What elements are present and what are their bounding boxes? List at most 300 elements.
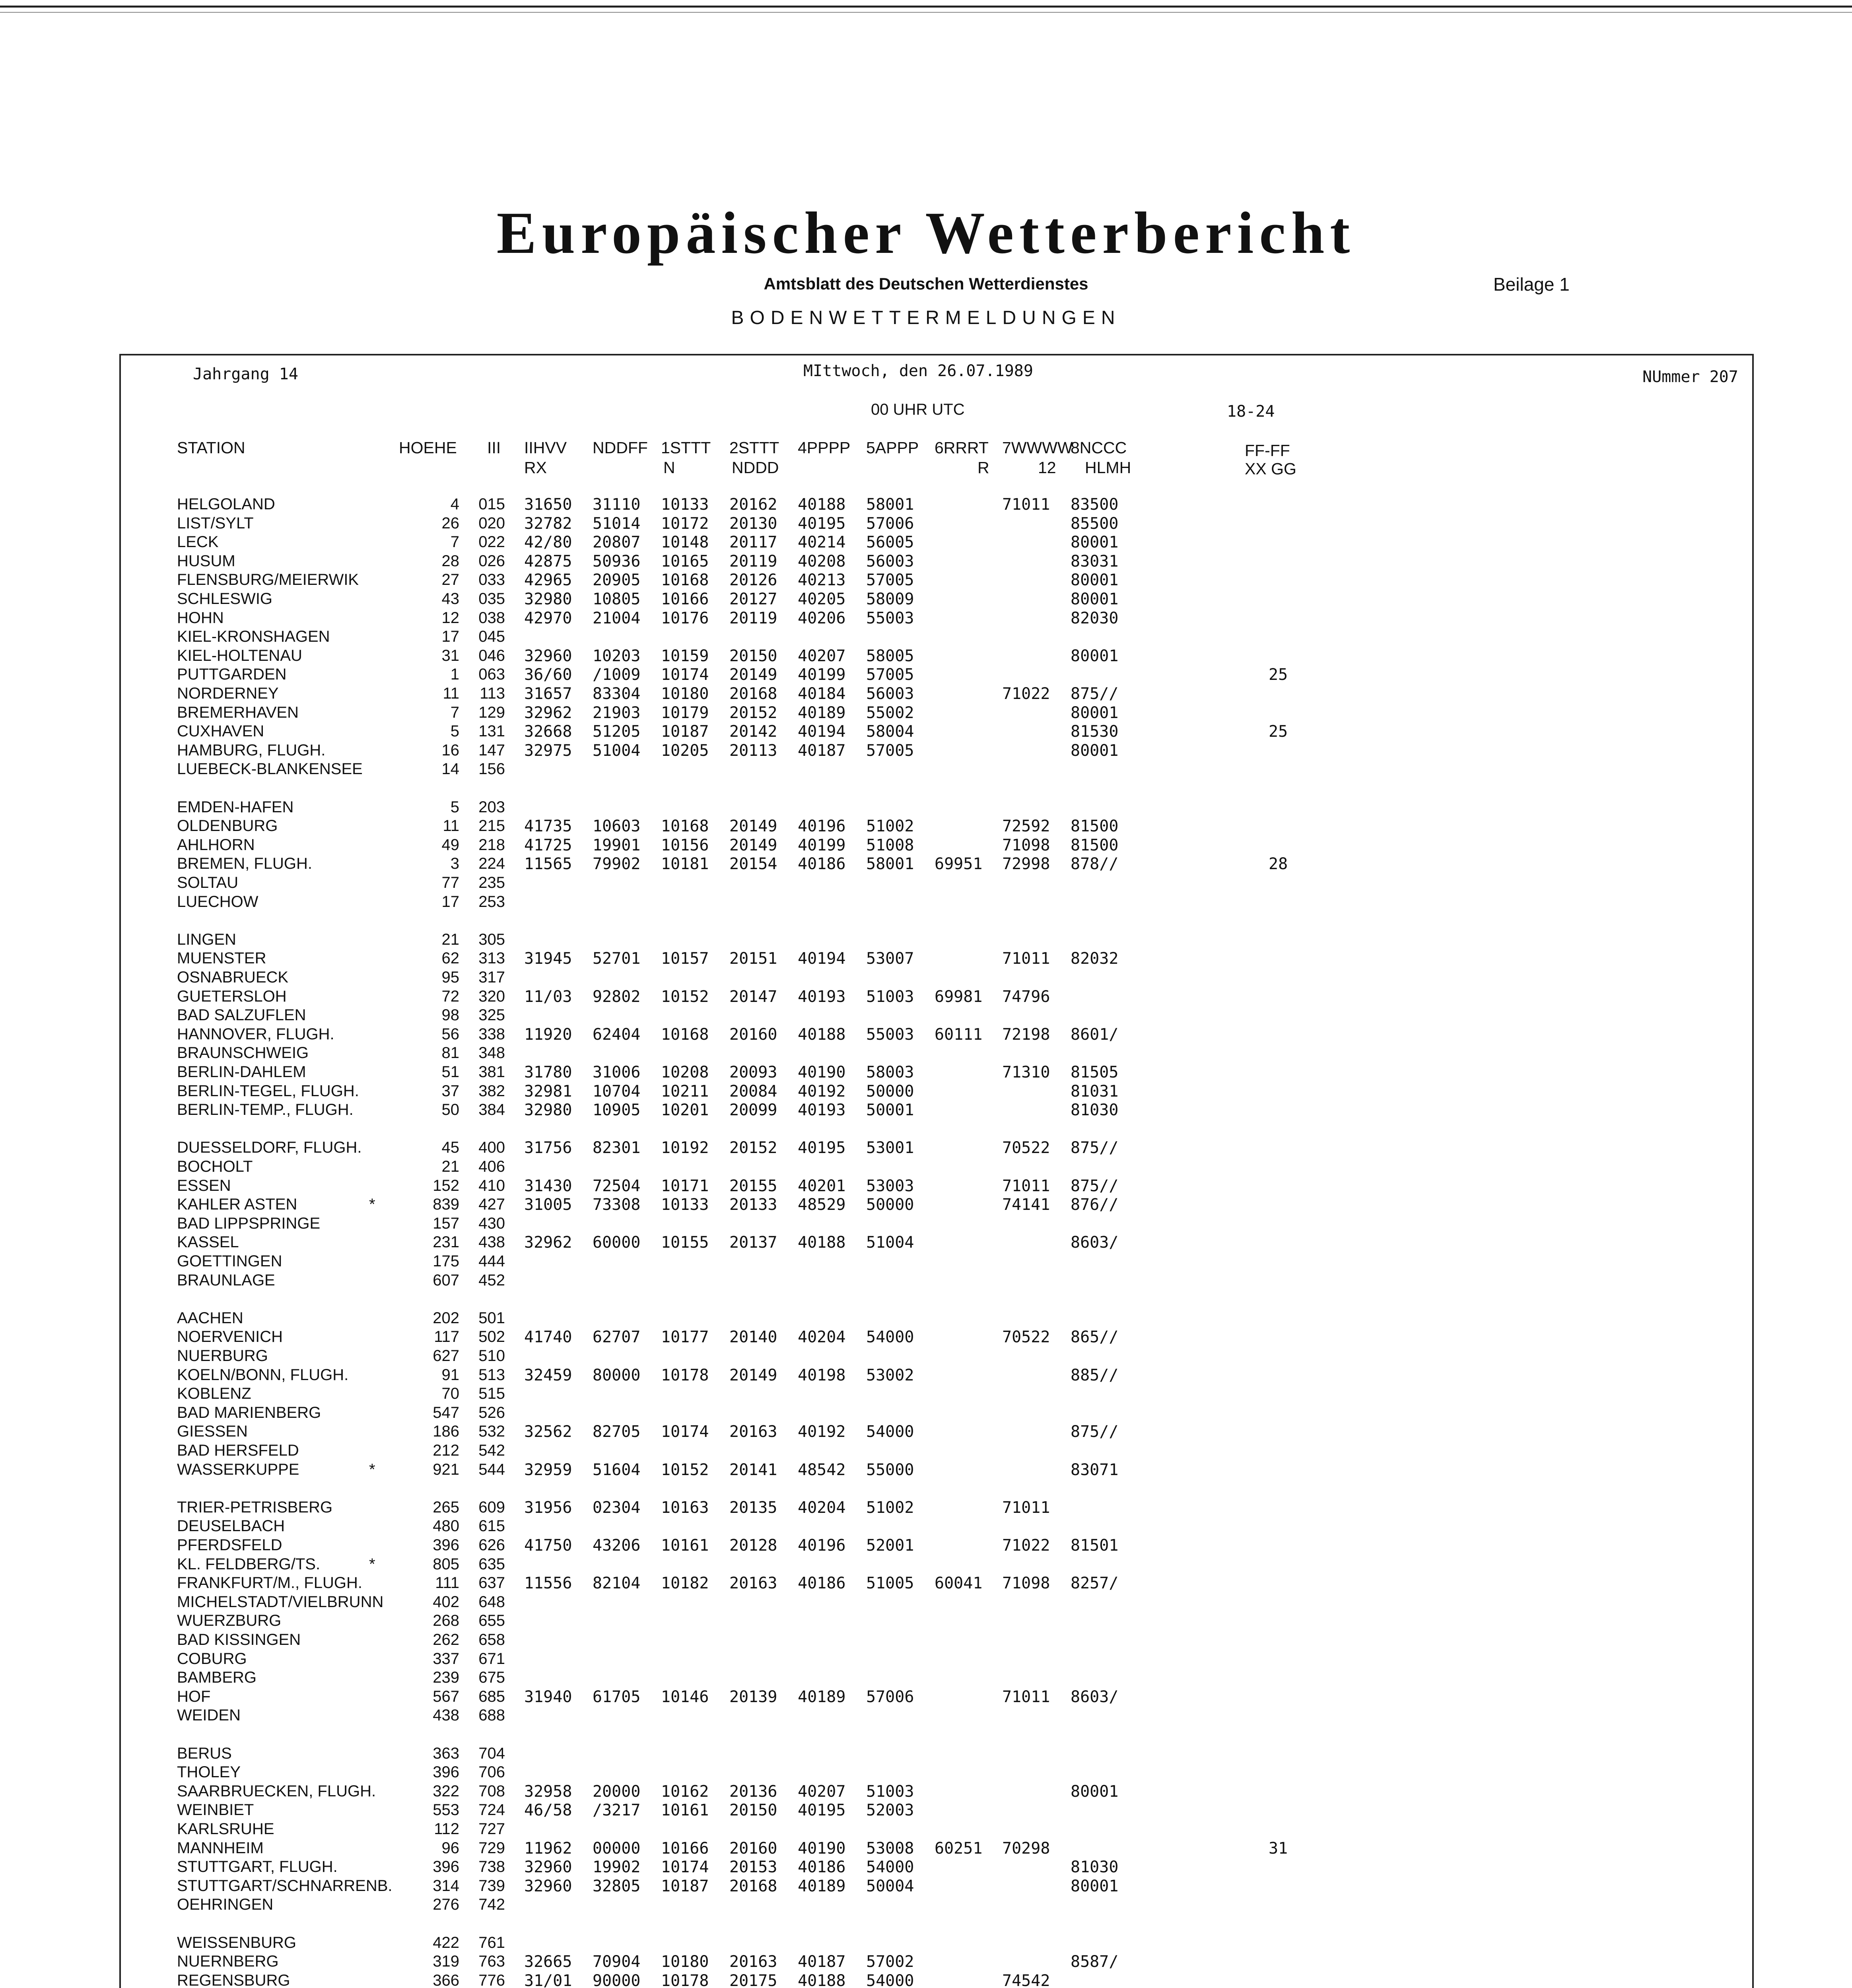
table-row xyxy=(0,1215,1852,1234)
group-value: 20175 xyxy=(729,1971,777,1988)
station-number: 038 xyxy=(478,609,505,627)
group-value: 20126 xyxy=(729,571,777,590)
group-value: 10211 xyxy=(661,1082,709,1101)
group-value: 10161 xyxy=(661,1536,709,1555)
station-number: 724 xyxy=(478,1801,505,1819)
station-height: 276 xyxy=(433,1896,459,1914)
group-value: 42965 xyxy=(524,571,572,590)
group-value: 85500 xyxy=(1071,514,1119,533)
station-height: 175 xyxy=(433,1252,459,1270)
station-number: 410 xyxy=(478,1176,505,1194)
station-height: 480 xyxy=(433,1517,459,1535)
group-value: 10178 xyxy=(661,1971,709,1988)
group-value: 58001 xyxy=(866,855,914,874)
station-height: 62 xyxy=(441,949,459,967)
station-height: 627 xyxy=(433,1347,459,1365)
group-value: 80001 xyxy=(1071,1782,1119,1801)
station-name: LINGEN xyxy=(177,930,236,948)
group-value: 40189 xyxy=(798,703,846,722)
station-height: 49 xyxy=(441,836,459,854)
group-value: 10174 xyxy=(661,666,709,684)
group-value: 83071 xyxy=(1071,1460,1119,1479)
group-value: 80001 xyxy=(1071,533,1119,552)
station-name: AACHEN xyxy=(177,1309,243,1327)
station-number: 761 xyxy=(478,1934,505,1951)
col-2sttt-sub: NDDD xyxy=(732,458,779,477)
group-value: 20099 xyxy=(729,1101,777,1120)
station-number: 635 xyxy=(478,1555,505,1573)
top-border-thin xyxy=(0,12,1852,13)
table-row xyxy=(0,836,1852,855)
station-name: SOLTAU xyxy=(177,874,239,891)
group-value: 53001 xyxy=(866,1139,914,1157)
group-value: 40188 xyxy=(798,1971,846,1988)
group-value: 71011 xyxy=(1002,1176,1050,1195)
station-height: 363 xyxy=(433,1744,459,1762)
station-number: 706 xyxy=(478,1763,505,1781)
group-value: 51005 xyxy=(866,1574,914,1593)
gust-value: 25 xyxy=(1269,666,1288,684)
group-value: 74796 xyxy=(1002,987,1050,1006)
group-value: 71011 xyxy=(1002,1687,1050,1706)
group-value: 60000 xyxy=(593,1233,641,1252)
station-name: MUENSTER xyxy=(177,949,266,967)
station-height: 12 xyxy=(441,609,459,627)
station-name: SCHLESWIG xyxy=(177,590,273,608)
station-number: 218 xyxy=(478,836,505,854)
group-value: 20117 xyxy=(729,533,777,552)
table-row xyxy=(0,685,1852,704)
group-value: 31956 xyxy=(524,1498,572,1517)
station-name: BRAUNLAGE xyxy=(177,1271,275,1289)
group-value: 20149 xyxy=(729,666,777,684)
table-row xyxy=(0,1347,1852,1366)
table-row xyxy=(0,1839,1852,1858)
station-number: 655 xyxy=(478,1612,505,1630)
group-value: 20119 xyxy=(729,609,777,627)
station-number: 215 xyxy=(478,817,505,835)
col-ff-sub: XX GG xyxy=(1245,460,1296,478)
group-value: 40194 xyxy=(798,722,846,741)
station-name: GUETERSLOH xyxy=(177,987,287,1005)
group-value: 20000 xyxy=(593,1782,641,1801)
station-height: 322 xyxy=(433,1782,459,1800)
group-value: 79902 xyxy=(593,855,641,874)
table-row xyxy=(0,817,1852,836)
station-number: 427 xyxy=(478,1196,505,1213)
station-height: 607 xyxy=(433,1271,459,1289)
table-row xyxy=(0,949,1852,969)
table-row xyxy=(0,1404,1852,1423)
table-row xyxy=(0,666,1852,685)
group-value: 70522 xyxy=(1002,1328,1050,1347)
group-value: 10152 xyxy=(661,1460,709,1479)
station-name: BAD KISSINGEN xyxy=(177,1631,301,1648)
table-row xyxy=(0,1499,1852,1518)
group-value: 42875 xyxy=(524,552,572,571)
group-value: 10155 xyxy=(661,1233,709,1252)
group-value: 20153 xyxy=(729,1858,777,1877)
station-height: 14 xyxy=(441,760,459,778)
station-name: BAMBERG xyxy=(177,1669,257,1687)
table-row xyxy=(0,1461,1852,1480)
group-value: 19902 xyxy=(593,1858,641,1877)
station-name: BREMEN, FLUGH. xyxy=(177,855,313,873)
station-height: 438 xyxy=(433,1706,459,1724)
col-4pppp: 4PPPP xyxy=(798,439,851,457)
group-value: 20168 xyxy=(729,1877,777,1895)
group-value: 51004 xyxy=(866,1233,914,1252)
table-row xyxy=(0,1763,1852,1782)
group-value: 40192 xyxy=(798,1423,846,1441)
group-value: 40188 xyxy=(798,1025,846,1044)
group-value: 80001 xyxy=(1071,1877,1119,1895)
group-value: 32960 xyxy=(524,1858,572,1877)
table-row xyxy=(0,1593,1852,1612)
station-name: BAD HERSFELD xyxy=(177,1442,299,1459)
group-value: 40204 xyxy=(798,1498,846,1517)
group-value: 20140 xyxy=(729,1328,777,1347)
station-number: 510 xyxy=(478,1347,505,1365)
group-value: 8603/ xyxy=(1071,1233,1119,1252)
station-number: 671 xyxy=(478,1650,505,1668)
group-value: 875// xyxy=(1071,1423,1119,1441)
station-name: HANNOVER, FLUGH. xyxy=(177,1025,334,1043)
table-row xyxy=(0,704,1852,723)
station-name: BERUS xyxy=(177,1744,232,1762)
group-value: 50936 xyxy=(593,552,641,571)
group-value: 83500 xyxy=(1071,495,1119,514)
station-name: LUEBECK-BLANKENSEE xyxy=(177,760,363,778)
station-name: STUTTGART, FLUGH. xyxy=(177,1858,338,1876)
col-iihvv-sub: RX xyxy=(524,458,547,477)
table-row xyxy=(0,1177,1852,1196)
table-row xyxy=(0,1328,1852,1347)
group-value: 20127 xyxy=(729,590,777,608)
group-value: 20149 xyxy=(729,1366,777,1384)
station-name: BAD MARIENBERG xyxy=(177,1404,321,1421)
group-value: 40205 xyxy=(798,590,846,608)
table-row xyxy=(0,1745,1852,1764)
station-name: KIEL-HOLTENAU xyxy=(177,646,302,664)
group-value: 10704 xyxy=(593,1082,641,1101)
table-row xyxy=(0,495,1852,514)
station-number: 729 xyxy=(478,1839,505,1857)
station-name: BREMERHAVEN xyxy=(177,703,299,721)
table-row xyxy=(0,533,1852,552)
station-name: KL. FELDBERG/TS. xyxy=(177,1555,321,1573)
station-height: 319 xyxy=(433,1953,459,1971)
group-value: 20160 xyxy=(729,1839,777,1858)
group-value: 74542 xyxy=(1002,1971,1050,1988)
group-value: 54000 xyxy=(866,1858,914,1877)
group-value: 70298 xyxy=(1002,1839,1050,1858)
group-value: 40186 xyxy=(798,855,846,874)
table-row xyxy=(0,1101,1852,1120)
group-value: 73308 xyxy=(593,1196,641,1214)
group-value: 58009 xyxy=(866,590,914,608)
page-subtitle: Amtsblatt des Deutschen Wetterdienstes xyxy=(764,274,1088,293)
station-number: 320 xyxy=(478,987,505,1005)
group-value: 20160 xyxy=(729,1025,777,1044)
group-value: 90000 xyxy=(593,1971,641,1988)
table-row xyxy=(0,722,1852,742)
table-row xyxy=(0,1555,1852,1574)
station-number: 704 xyxy=(478,1744,505,1762)
group-value: 46/58 xyxy=(524,1801,572,1820)
station-number: 113 xyxy=(480,685,505,702)
group-value: 10161 xyxy=(661,1801,709,1820)
col-8nccc-sub: HLMH xyxy=(1085,458,1131,477)
group-value: 878// xyxy=(1071,855,1119,874)
station-number: 738 xyxy=(478,1858,505,1876)
group-value: 72592 xyxy=(1002,817,1050,836)
table-row xyxy=(0,1442,1852,1461)
station-name: GIESSEN xyxy=(177,1423,248,1441)
table-row xyxy=(0,1196,1852,1215)
station-height: 1 xyxy=(450,666,459,683)
group-value: 10203 xyxy=(593,646,641,665)
group-value: 71011 xyxy=(1002,949,1050,968)
station-height: 98 xyxy=(441,1006,459,1024)
station-height: 43 xyxy=(441,590,459,608)
table-row xyxy=(0,1650,1852,1669)
group-value: 10205 xyxy=(661,741,709,760)
station-number: 776 xyxy=(478,1971,505,1988)
table-row xyxy=(0,628,1852,647)
mountain-star: * xyxy=(369,1196,375,1213)
group-value: 10180 xyxy=(661,1953,709,1971)
group-value: 10162 xyxy=(661,1782,709,1801)
group-value: 20163 xyxy=(729,1574,777,1593)
group-value: 20905 xyxy=(593,571,641,590)
station-height: 11 xyxy=(443,817,459,835)
station-number: 046 xyxy=(478,646,505,664)
station-number: 658 xyxy=(478,1631,505,1648)
group-value: /1009 xyxy=(593,666,641,684)
col-nddff: NDDFF xyxy=(593,439,648,457)
group-value: /3217 xyxy=(593,1801,641,1820)
station-name: CUXHAVEN xyxy=(177,722,264,740)
col-iii: III xyxy=(487,439,501,457)
group-value: 10174 xyxy=(661,1423,709,1441)
station-number: 675 xyxy=(478,1669,505,1687)
group-value: 20136 xyxy=(729,1782,777,1801)
group-value: 70522 xyxy=(1002,1139,1050,1157)
station-name: KIEL-KRONSHAGEN xyxy=(177,628,330,646)
group-value: 69981 xyxy=(935,987,983,1006)
station-height: 28 xyxy=(441,552,459,570)
group-value: 53008 xyxy=(866,1839,914,1858)
station-number: 317 xyxy=(478,969,505,986)
station-number: 502 xyxy=(478,1328,505,1346)
station-name: BERLIN-TEMP., FLUGH. xyxy=(177,1101,354,1119)
group-value: 55002 xyxy=(866,703,914,722)
group-value: 31940 xyxy=(524,1687,572,1706)
group-value: 20149 xyxy=(729,817,777,836)
group-value: 40207 xyxy=(798,1782,846,1801)
col-6rrrt: 6RRRT xyxy=(935,439,989,457)
group-value: 20137 xyxy=(729,1233,777,1252)
table-row xyxy=(0,1896,1852,1915)
group-value: 71011 xyxy=(1002,495,1050,514)
mountain-star: * xyxy=(369,1460,375,1478)
station-height: 17 xyxy=(441,893,459,911)
station-height: 212 xyxy=(433,1442,459,1459)
station-number: 313 xyxy=(478,949,505,967)
table-row xyxy=(0,1423,1852,1442)
group-value: 58003 xyxy=(866,1063,914,1081)
station-number: 708 xyxy=(478,1782,505,1800)
group-value: 10168 xyxy=(661,817,709,836)
table-row xyxy=(0,1063,1852,1082)
group-value: 55003 xyxy=(866,609,914,627)
group-value: 40194 xyxy=(798,949,846,968)
group-value: 31/01 xyxy=(524,1971,572,1988)
group-value: 69951 xyxy=(935,855,983,874)
group-value: 20139 xyxy=(729,1687,777,1706)
group-value: 50000 xyxy=(866,1082,914,1101)
group-value: 62707 xyxy=(593,1328,641,1347)
station-height: 95 xyxy=(441,969,459,986)
station-number: 626 xyxy=(478,1536,505,1554)
col-ff: FF-FF xyxy=(1245,441,1290,460)
group-value: 72198 xyxy=(1002,1025,1050,1044)
group-value: 60111 xyxy=(935,1025,983,1044)
group-value: 56005 xyxy=(866,533,914,552)
station-height: 31 xyxy=(441,646,459,664)
col-8nccc: 8NCCC xyxy=(1071,439,1127,457)
group-value: 40192 xyxy=(798,1082,846,1101)
group-value: 885// xyxy=(1071,1366,1119,1384)
station-height: 72 xyxy=(441,987,459,1005)
group-value: 58001 xyxy=(866,495,914,514)
table-row xyxy=(0,1006,1852,1025)
group-value: 20084 xyxy=(729,1082,777,1101)
station-height: 7 xyxy=(450,533,459,551)
station-number: 147 xyxy=(478,741,505,759)
group-value: 8603/ xyxy=(1071,1687,1119,1706)
group-value: 20152 xyxy=(729,703,777,722)
station-number: 045 xyxy=(478,628,505,646)
group-value: 20149 xyxy=(729,836,777,854)
station-height: 186 xyxy=(433,1423,459,1441)
group-value: 32960 xyxy=(524,646,572,665)
station-number: 763 xyxy=(478,1953,505,1971)
station-name: HUSUM xyxy=(177,552,235,570)
group-value: 32958 xyxy=(524,1782,572,1801)
group-value: 41735 xyxy=(524,817,572,836)
group-value: 51008 xyxy=(866,836,914,854)
station-height: 337 xyxy=(433,1650,459,1668)
group-value: 55003 xyxy=(866,1025,914,1044)
group-value: 51002 xyxy=(866,817,914,836)
station-name: AHLHORN xyxy=(177,836,255,854)
group-value: 40195 xyxy=(798,514,846,533)
group-value: 32665 xyxy=(524,1953,572,1971)
station-number: 253 xyxy=(478,893,505,911)
group-value: 32981 xyxy=(524,1082,572,1101)
group-value: 31657 xyxy=(524,685,572,703)
group-value: 10152 xyxy=(661,987,709,1006)
station-number: 544 xyxy=(478,1460,505,1478)
group-value: 32962 xyxy=(524,703,572,722)
group-value: 71098 xyxy=(1002,1574,1050,1593)
station-number: 515 xyxy=(478,1385,505,1403)
table-row xyxy=(0,1082,1852,1101)
group-value: 54000 xyxy=(866,1423,914,1441)
group-value: 10187 xyxy=(661,1877,709,1895)
group-value: 81530 xyxy=(1071,722,1119,741)
table-row xyxy=(0,1688,1852,1707)
col-1sttt: 1STTT xyxy=(661,439,711,457)
station-height: 553 xyxy=(433,1801,459,1819)
group-value: 74141 xyxy=(1002,1196,1050,1214)
table-row xyxy=(0,1877,1852,1896)
table-row xyxy=(0,1858,1852,1877)
group-value: 40189 xyxy=(798,1877,846,1895)
group-value: 40184 xyxy=(798,685,846,703)
station-name: HOF xyxy=(177,1687,211,1705)
group-value: 20163 xyxy=(729,1953,777,1971)
station-number: 022 xyxy=(478,533,505,551)
table-row xyxy=(0,1044,1852,1063)
group-value: 875// xyxy=(1071,1176,1119,1195)
station-height: 17 xyxy=(441,628,459,646)
group-value: 40198 xyxy=(798,1366,846,1384)
group-value: 20142 xyxy=(729,722,777,741)
group-value: 11/03 xyxy=(524,987,572,1006)
station-name: LIST/SYLT xyxy=(177,514,254,532)
group-value: 11962 xyxy=(524,1839,572,1858)
group-value: 20135 xyxy=(729,1498,777,1517)
station-height: 314 xyxy=(433,1877,459,1895)
station-height: 239 xyxy=(433,1669,459,1687)
station-height: 265 xyxy=(433,1498,459,1516)
group-value: 40189 xyxy=(798,1687,846,1706)
table-row xyxy=(0,1631,1852,1650)
group-value: 81030 xyxy=(1071,1858,1119,1877)
gust-value: 25 xyxy=(1269,722,1288,741)
table-row xyxy=(0,1025,1852,1044)
table-row xyxy=(0,798,1852,817)
group-value: 31650 xyxy=(524,495,572,514)
station-number: 235 xyxy=(478,874,505,891)
group-value: 40188 xyxy=(798,495,846,514)
group-value: 80001 xyxy=(1071,646,1119,665)
group-value: 50004 xyxy=(866,1877,914,1895)
col-5appp: 5APPP xyxy=(866,439,919,457)
station-height: 422 xyxy=(433,1934,459,1951)
group-value: 83304 xyxy=(593,685,641,703)
station-height: 396 xyxy=(433,1536,459,1554)
group-value: 20151 xyxy=(729,949,777,968)
table-row xyxy=(0,1953,1852,1972)
table-row xyxy=(0,1272,1852,1291)
group-value: 10165 xyxy=(661,552,709,571)
mountain-star: * xyxy=(369,1555,375,1573)
group-value: 31780 xyxy=(524,1063,572,1081)
table-row xyxy=(0,760,1852,779)
group-value: 10163 xyxy=(661,1498,709,1517)
group-value: 10157 xyxy=(661,949,709,968)
group-value: 52001 xyxy=(866,1536,914,1555)
group-value: 20141 xyxy=(729,1460,777,1479)
group-value: 51604 xyxy=(593,1460,641,1479)
group-value: 32805 xyxy=(593,1877,641,1895)
station-name: THOLEY xyxy=(177,1763,241,1781)
group-value: 10181 xyxy=(661,855,709,874)
